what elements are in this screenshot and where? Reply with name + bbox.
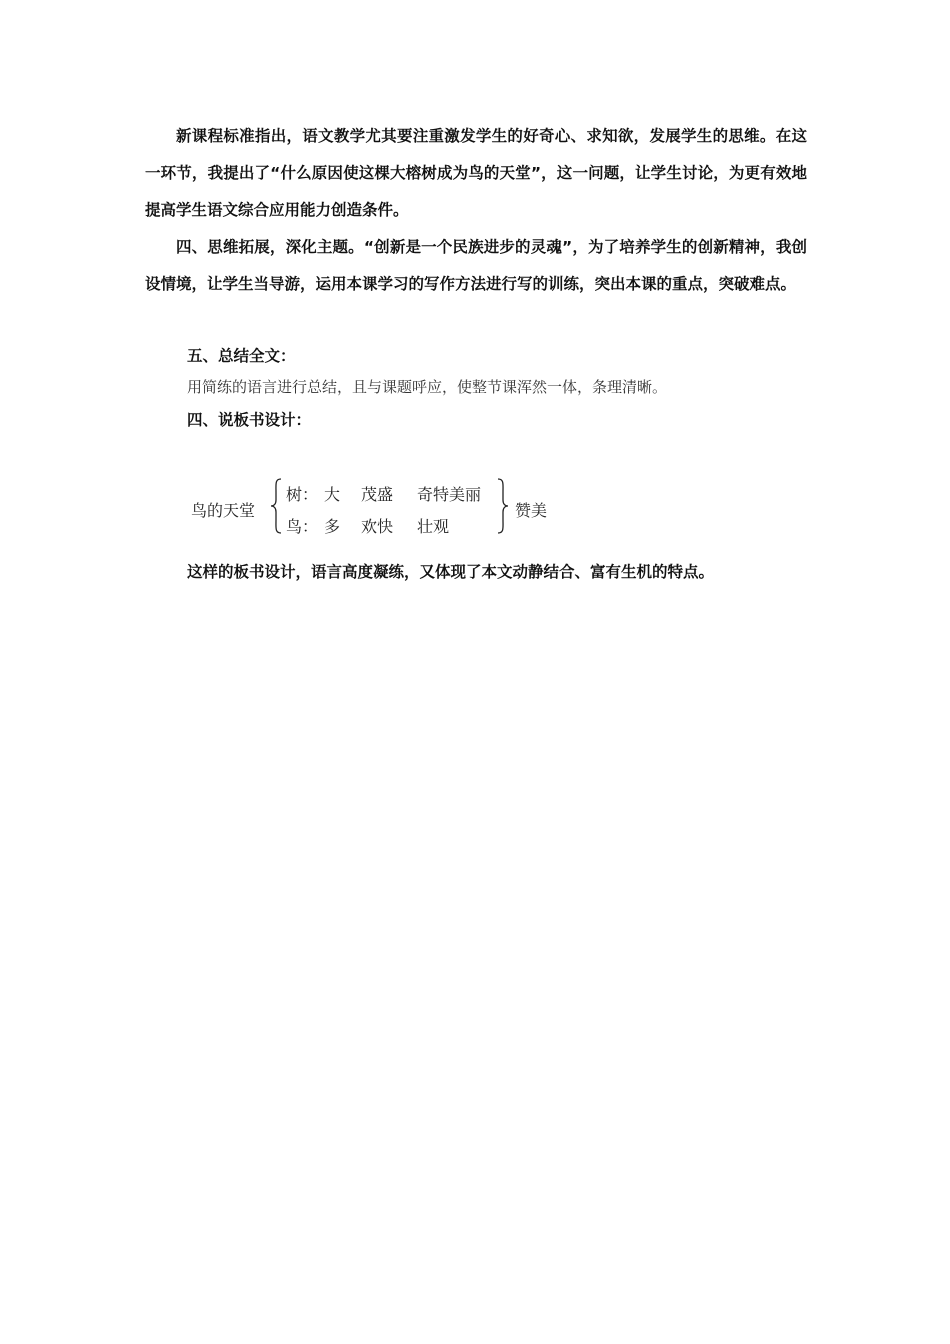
board-design-diagram [185, 476, 565, 540]
section5-text: 用简练的语言进行总结，且与课题呼应，使整节课浑然一体，条理清晰。 [187, 378, 668, 396]
tree-item: 奇特美丽 [417, 485, 482, 504]
section5-heading: 五、总结全文： [187, 347, 296, 365]
paragraph-curriculum: 新课程标准指出，语文教学尤其要注重激发学生的好奇心、求知欲，发展学生的思维。在这一环节，我提出了“什么原因使这棵大榕树成为鸟的天堂”，这一问题，让学生讨论，为更有效地提高学生语文综合应用能力创造条件。 [145, 127, 807, 219]
board-result: 赞美 [515, 501, 548, 520]
board-title: 鸟的天堂 [191, 501, 256, 520]
bird-label: 鸟： [286, 517, 319, 536]
tree-label: 树： [286, 485, 319, 504]
bird-item: 欢快 [361, 517, 394, 536]
board-row-tree [286, 482, 481, 505]
board-row-bird [286, 514, 449, 537]
conclusion-text: 这样的板书设计，语言高度凝练，又体现了本文动静结合、富有生机的特点。 [187, 563, 715, 581]
right-brace-icon [497, 478, 509, 534]
board-design-heading: 四、说板书设计： [187, 411, 312, 429]
left-brace-icon [270, 478, 282, 534]
bird-item: 壮观 [417, 517, 450, 536]
tree-item: 大 [324, 485, 341, 504]
bird-item: 多 [324, 517, 341, 536]
paragraph-thinking-expansion: 四、思维拓展，深化主题。“创新是一个民族进步的灵魂”，为了培养学生的创新精神，我创设情境，让学生当导游，运用本课学习的写作方法进行写的训练，突出本课的重点，突破难点。 [145, 238, 807, 293]
tree-item: 茂盛 [361, 485, 394, 504]
